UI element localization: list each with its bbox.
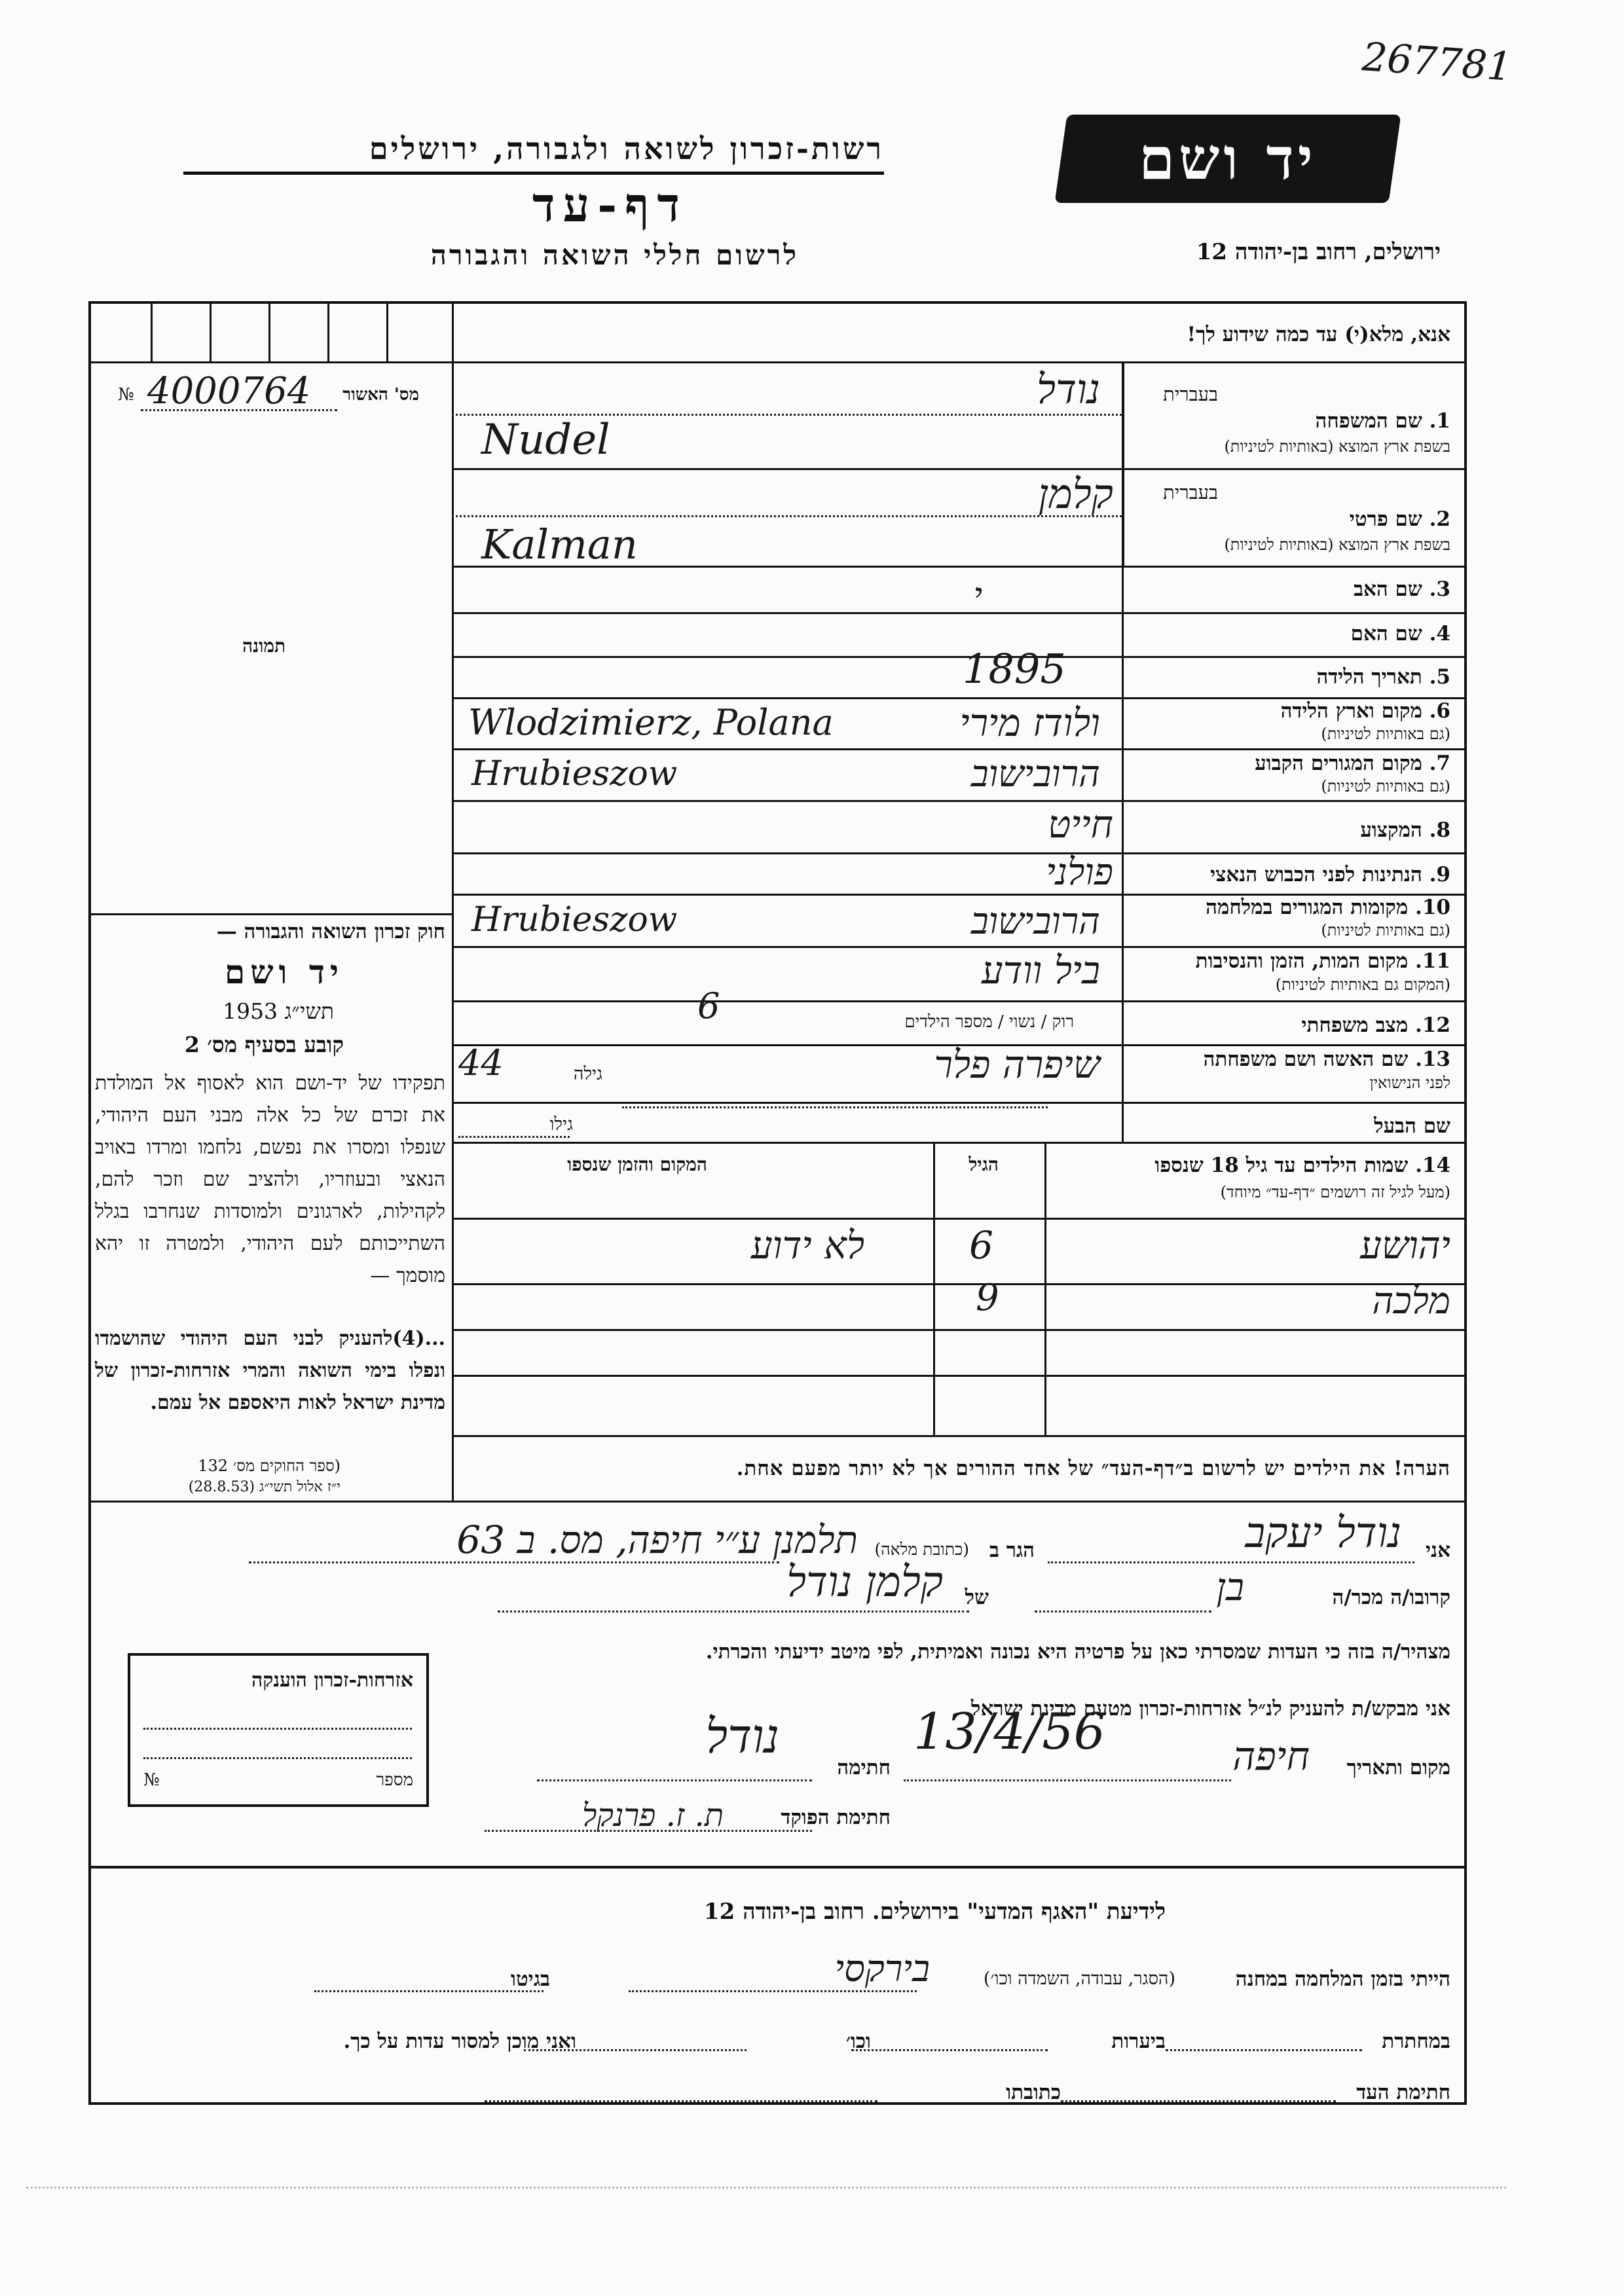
f5-label: 5. תאריך הלידה bbox=[1316, 665, 1450, 689]
f13-age-label: גילה bbox=[573, 1064, 602, 1084]
yad-vashem-logo bbox=[1055, 115, 1401, 203]
left-column-divider bbox=[452, 302, 454, 1501]
f11-sub: (המקום גם באותיות לטיניות) bbox=[1275, 975, 1450, 994]
f1-lat-value: Nudel bbox=[481, 416, 610, 464]
note-text: הערה! את הילדים יש לרשום ב״דף-העד״ של אחד ההורים אך לא יותר מפעם אחת. bbox=[736, 1457, 1450, 1480]
f13-age-value: 44 bbox=[458, 1042, 504, 1084]
citizenship-box bbox=[128, 1653, 429, 1807]
law-title: חוק זכרון השואה והגבורה — bbox=[216, 920, 445, 943]
photo-label: תמונה bbox=[242, 635, 286, 657]
f6-label: 6. מקום וארץ הלידה bbox=[1280, 699, 1450, 723]
law-clause: קובע בסעיף מס׳ 2 bbox=[184, 1032, 344, 1057]
camp-value: בירקסי bbox=[834, 1948, 930, 1990]
address-hint: (כתובת מלאה) bbox=[874, 1540, 969, 1559]
citizenship-box-title: אזרחות-זכרון הוענקה bbox=[251, 1669, 413, 1692]
form-title: דף-עד bbox=[532, 177, 688, 232]
husband-age-label: גילו bbox=[549, 1114, 573, 1135]
citizenship-request: אני מבקש/ת להעניק לנ״ל אזרחות-זכרון מטעם מדינת ישראל. bbox=[964, 1697, 1450, 1721]
child-age: 9 bbox=[976, 1277, 999, 1319]
f1-label: 1. שם המשפחה bbox=[1315, 409, 1450, 433]
f13-value: שיפרה פלר bbox=[934, 1042, 1100, 1087]
f10-label: 10. מקומות המגורים במלחמה bbox=[1206, 896, 1450, 919]
f6-lat-value: Wlodzimierz, Polana bbox=[468, 702, 834, 743]
child-age: 6 bbox=[969, 1223, 993, 1267]
f11-label: 11. מקום המות, הזמן והנסיבות bbox=[1195, 949, 1450, 973]
camp-label: הייתי בזמן המלחמה במחנה bbox=[1235, 1967, 1450, 1991]
declaration-text: מצהיר/ה בזה כי העדות שמסרתי כאן על פרטיה היא נכונה ואמיתית, לפי מיטב ידיעתי והכרתי. bbox=[705, 1640, 1450, 1664]
child-name: מלכה bbox=[1372, 1280, 1450, 1322]
f14-sub: (מעל לגיל זה רושמים ״דף-עד״ מיוחד) bbox=[1220, 1183, 1450, 1201]
f2-lat-value: Kalman bbox=[481, 520, 638, 568]
f2-sub: בשפת ארץ המוצא (באותיות לטיניות) bbox=[1224, 536, 1450, 554]
law-text-2: ...(4)להעניק לבני העם היהודי שהושמדו ונפלו בימי השואה והמרי אזרחות-זכרון של מדינת ישראל לאות היאספם אל עמם. bbox=[95, 1327, 445, 1414]
f5-value: 1895 bbox=[963, 645, 1066, 693]
declarant-i-label: אני bbox=[1425, 1539, 1450, 1562]
place-date-label: מקום ותאריך bbox=[1346, 1756, 1450, 1779]
stamp-boxes-bottom bbox=[90, 361, 452, 363]
f9-label: 9. הנתינות לפני הכבוש הנאצי bbox=[1210, 863, 1450, 886]
f2-heb-value: קלמן bbox=[1038, 470, 1113, 518]
scan-noise-line bbox=[26, 2187, 1506, 2193]
f13-label: 13. שם האשה ושם משפחתה bbox=[1203, 1048, 1450, 1071]
f12-children: 6 bbox=[697, 985, 720, 1027]
info-line: לידיעת "האגף המדעי" בירושלים. רחוב בן-יהודה 12 bbox=[703, 1899, 1166, 1925]
org-line-underline bbox=[183, 172, 884, 175]
of-value: קלמן נודל bbox=[786, 1558, 943, 1607]
law-source: (ספר החוקים מס׳ 132 bbox=[198, 1457, 341, 1475]
law-year: תשי״ג 1953 bbox=[222, 998, 334, 1024]
f9-value: פולני bbox=[1046, 851, 1113, 894]
f1-heb-value: נודל bbox=[1036, 365, 1100, 413]
f2-heb-tag: בעברית bbox=[1163, 481, 1218, 503]
f6-heb-value: ולודז מירי bbox=[959, 701, 1100, 745]
place-value: חיפה bbox=[1232, 1734, 1310, 1779]
clerk-value: ת. ז. פרנקל bbox=[581, 1797, 724, 1834]
f6-sub: (גם באותיות לטיניות) bbox=[1321, 725, 1450, 743]
age-column-header: הגיל bbox=[969, 1154, 999, 1175]
f7-label: 7. מקום המגורים הקבוע bbox=[1255, 752, 1450, 775]
relation-value: בן bbox=[1216, 1565, 1244, 1609]
f8-label: 8. המקצוע bbox=[1360, 818, 1450, 842]
date-value: 13/4/56 bbox=[913, 1702, 1105, 1760]
of-label: של bbox=[965, 1586, 989, 1609]
logo-text: יד ושם bbox=[1139, 124, 1317, 192]
confirmation-label: מס' האשור bbox=[342, 385, 419, 405]
place-column-header: המקום והזמן שנספו bbox=[567, 1154, 707, 1175]
signature-value: נודל bbox=[705, 1709, 779, 1764]
f10-heb-value: הרובישוב bbox=[970, 900, 1100, 943]
declarant-address: תלמנן ע״י חיפה, מס. ב 63 bbox=[456, 1518, 858, 1562]
archive-number: 267781 bbox=[1360, 34, 1514, 90]
camp-hint: (הסגר, עבודה, השמדה וכו׳) bbox=[983, 1969, 1175, 1989]
witness-signature-label: חתימת העד bbox=[1356, 2081, 1450, 2104]
f12-label: 12. מצב משפחתי bbox=[1301, 1013, 1450, 1037]
f7-heb-value: הרובישוב bbox=[970, 753, 1100, 795]
confirmation-sign: № bbox=[118, 385, 134, 405]
f3-value: י bbox=[973, 576, 982, 615]
f10-sub: (גם באותיות לטיניות) bbox=[1321, 921, 1450, 939]
child-name: יהושע bbox=[1360, 1223, 1450, 1267]
child-place: לא ידוע bbox=[750, 1223, 864, 1267]
declarant-name: נודל יעקב bbox=[1245, 1509, 1401, 1558]
witness-address-label: כתובתו bbox=[1006, 2081, 1061, 2104]
law-name: יד ושם bbox=[225, 953, 344, 991]
f11-value: ביל וודע bbox=[981, 948, 1100, 993]
etc-label: וכו׳ bbox=[845, 2030, 871, 2053]
f7-lat-value: Hrubieszow bbox=[471, 754, 678, 793]
clerk-label: חתימת הפוקד bbox=[781, 1806, 891, 1829]
citizenship-box-number-label: מספר bbox=[376, 1770, 413, 1790]
address-header: ירושלים, רחוב בן-יהודה 12 bbox=[1196, 239, 1441, 265]
signature-label: חתימה bbox=[837, 1756, 891, 1779]
ready-label: ואני מוכן למסור עדות על כך. bbox=[343, 2030, 576, 2053]
hiding-label: במחתרת bbox=[1382, 2030, 1450, 2053]
f1-sub: בשפת ארץ המוצא (באותיות לטיניות) bbox=[1224, 437, 1450, 456]
f1-heb-tag: בעברית bbox=[1163, 383, 1218, 405]
resides-label: הגר ב bbox=[989, 1539, 1035, 1562]
f7-sub: (גם באותיות לטיניות) bbox=[1321, 777, 1450, 795]
ghetto-label: בגיטו bbox=[511, 1967, 550, 1991]
org-line: רשות-זכרון לשואה ולגבורה, ירושלים bbox=[369, 131, 884, 166]
f12-options: רוק / נשוי / מספר הילדים bbox=[904, 1012, 1074, 1032]
law-date: י״ז אלול תשי״ג (28.8.53) bbox=[188, 1479, 341, 1495]
f3-label: 3. שם האב bbox=[1354, 577, 1450, 601]
husband-label: שם הבעל bbox=[1374, 1114, 1450, 1138]
f4-label: 4. שם האם bbox=[1350, 622, 1450, 646]
f10-lat-value: Hrubieszow bbox=[471, 900, 678, 939]
f13-sub: לפני הנישואין bbox=[1369, 1074, 1450, 1092]
request-text: אנא, מלא(י) עד כמה שידוע לך! bbox=[1187, 323, 1450, 346]
form-subtitle: לרשום חללי השואה והגבורה bbox=[430, 239, 799, 271]
confirmation-value: 4000764 bbox=[147, 370, 311, 412]
relation-label: קרובו/ה מכר/ה bbox=[1332, 1586, 1450, 1609]
f2-label: 2. שם פרטי bbox=[1349, 507, 1450, 531]
f14-label: 14. שמות הילדים עד גיל 18 שנספו bbox=[1154, 1154, 1450, 1177]
forests-label: ביערות bbox=[1111, 2030, 1166, 2053]
citizenship-box-number-sign: № bbox=[143, 1770, 160, 1790]
law-text-1: תפקידו של יד-ושם הוא לאסוף אל המולדת את זכרם של כל אלה מבני העם היהודי, שנפלו ומסרו את נפשם, נלחמו ומרדו באויב הנאצי ובעוזריו, ולהציב שם וזכר להם, לקהילות, לארגונים ולמוסדות שנחרבו בגלל השתייכותם לעם היהודי, ולמטרה זו יהא מוסמך — bbox=[95, 1072, 445, 1287]
f8-value: חייט bbox=[1048, 802, 1113, 847]
